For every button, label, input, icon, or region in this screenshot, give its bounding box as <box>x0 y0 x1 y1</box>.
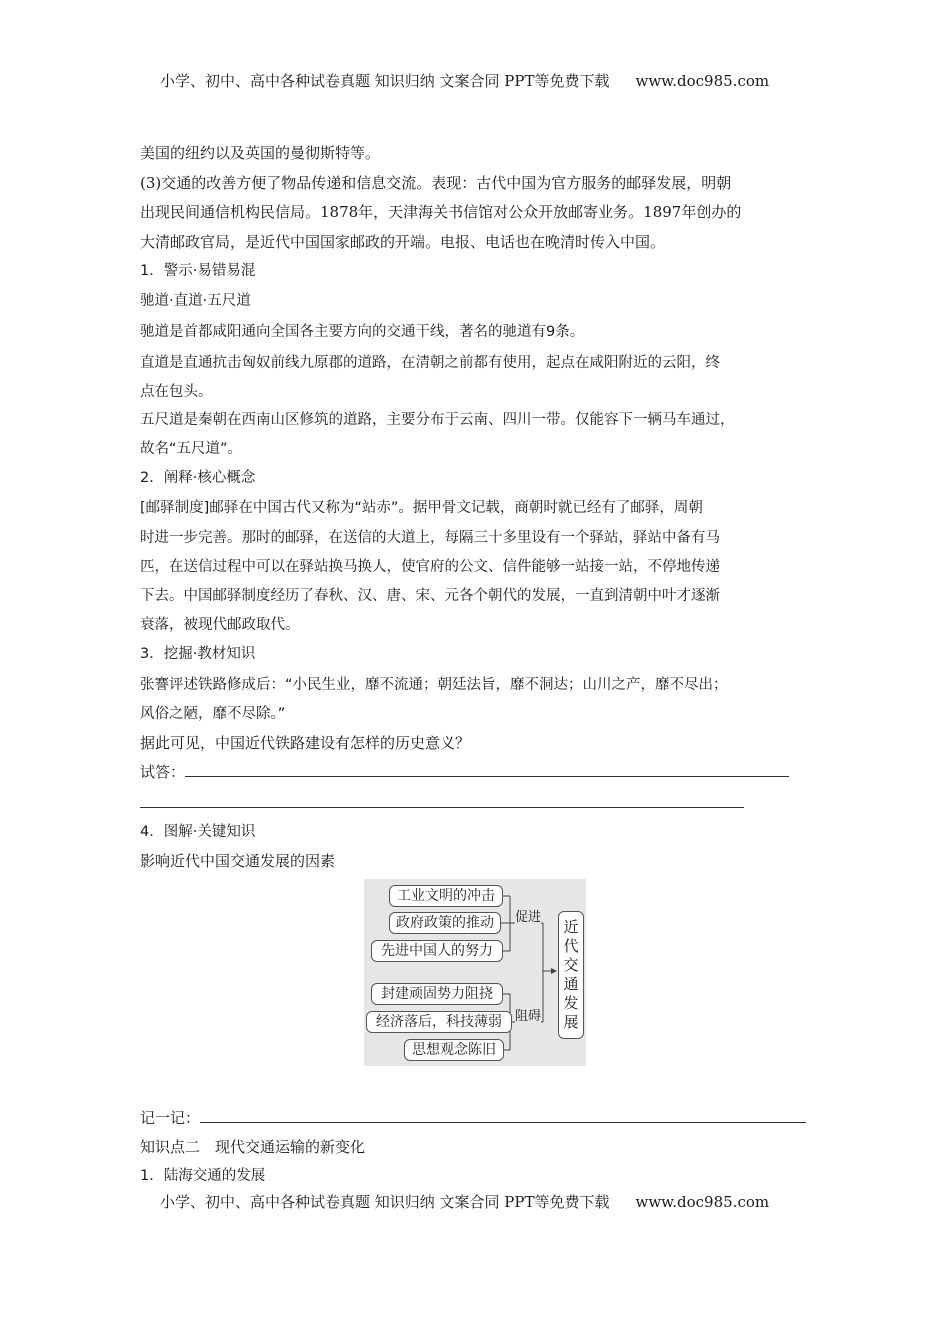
hinder-label: 阻碍 <box>515 1005 541 1024</box>
target-char: 交 <box>563 956 579 974</box>
paragraph-line: 出现民间通信机构民信局。1878年，天津海关书信馆对公众开放邮寄业务。1897年创办的 <box>140 203 742 221</box>
section-line: 直道是直通抗击匈奴前线九原郡的道路，在清朝之前都有使用，起点在咸阳附近的云阳，终 <box>140 355 720 371</box>
section-line: [邮驿制度]邮驿在中国古代又称为“站赤”。据甲骨文记载，商朝时就已经有了邮驿，周朝 <box>140 500 703 516</box>
arrow-head <box>551 968 557 974</box>
paragraph-line: 美国的纽约以及英国的曼彻斯特等。 <box>140 144 381 162</box>
page-header <box>160 70 769 91</box>
section-title: 1．陆海交通的发展 <box>140 1168 266 1184</box>
paragraph-line: (3)交通的改善方便了物品传递和信息交流。表现：古代中国为官方服务的邮驿发展，明朝 <box>140 174 732 192</box>
promote-factor: 政府政策的推动 <box>389 912 501 934</box>
target-char: 发 <box>563 994 579 1012</box>
section-line: 张謇评述铁路修成后：“小民生业，靡不流通；朝廷法旨，靡不洞达；山川之产，靡不尽出； <box>140 677 728 693</box>
target-char: 通 <box>563 975 579 993</box>
answer-row <box>140 762 789 782</box>
section-line: 故名“五尺道”。 <box>140 441 243 457</box>
target-box <box>558 911 584 1039</box>
section-title: 1．警示·易错易混 <box>140 263 256 279</box>
answer-field-line2[interactable] <box>140 806 744 808</box>
section-line: 驰道是首都咸阳通向全国各主要方向的交通干线，著名的驰道有9条。 <box>140 324 585 340</box>
memo-field[interactable] <box>200 1108 806 1123</box>
header-text: 小学、初中、高中各种试卷真题 知识归纳 文案合同 PPT等免费下载 <box>160 72 610 90</box>
section-line: 匹，在送信过程中可以在驿站换马换人，使官府的公文、信件能够一站接一站，不停地传递 <box>140 559 720 575</box>
knowledge-point-title: 知识点二 现代交通运输的新变化 <box>140 1138 366 1156</box>
question: 据此可见，中国近代铁路建设有怎样的历史意义？ <box>140 734 471 752</box>
section-title: 2．阐释·核心概念 <box>140 470 256 486</box>
hinder-factor: 经济落后，科技薄弱 <box>366 1011 512 1033</box>
section-subtitle: 影响近代中国交通发展的因素 <box>140 852 336 870</box>
answer-field[interactable] <box>185 762 789 777</box>
paragraph-line: 大清邮政官局，是近代中国国家邮政的开端。电报、电话也在晚清时传入中国。 <box>140 233 666 251</box>
section-title: 3．挖掘·教材知识 <box>140 646 256 662</box>
section-line: 五尺道是秦朝在西南山区修筑的道路，主要分布于云南、四川一带。仅能容下一辆马车通过， <box>140 412 735 428</box>
page-footer <box>160 1191 769 1212</box>
footer-text: 小学、初中、高中各种试卷真题 知识归纳 文案合同 PPT等免费下载 <box>160 1193 610 1211</box>
hinder-factor: 封建顽固势力阻挠 <box>371 983 503 1005</box>
footer-url[interactable]: www.doc985.com <box>635 1193 770 1211</box>
section-line: 衰落，被现代邮政取代。 <box>140 617 300 633</box>
diagram-connectors <box>364 879 586 1066</box>
section-title: 4．图解·关键知识 <box>140 824 256 840</box>
section-line: 风俗之陋，靡不尽除。” <box>140 706 286 722</box>
target-char: 代 <box>563 937 579 955</box>
memo-row <box>140 1108 806 1128</box>
section-subtitle: 驰道·直道·五尺道 <box>140 293 251 309</box>
target-char: 近 <box>563 918 579 936</box>
section-line: 时进一步完善。那时的邮驿，在送信的大道上，每隔三十多里设有一个驿站，驿站中备有马 <box>140 530 720 546</box>
answer-label: 试答： <box>140 763 186 781</box>
section-line: 下去。中国邮驿制度经历了春秋、汉、唐、宋、元各个朝代的发展，一直到清朝中叶才逐渐 <box>140 588 720 604</box>
memo-label: 记一记： <box>140 1109 201 1127</box>
promote-label: 促进 <box>515 906 541 925</box>
hinder-factor: 思想观念陈旧 <box>404 1039 504 1061</box>
header-url[interactable]: www.doc985.com <box>635 72 770 90</box>
promote-factor: 工业文明的冲击 <box>389 885 503 907</box>
target-char: 展 <box>563 1013 579 1031</box>
section-line: 点在包头。 <box>140 384 213 400</box>
promote-factor: 先进中国人的努力 <box>371 940 503 962</box>
factors-diagram <box>364 879 586 1066</box>
